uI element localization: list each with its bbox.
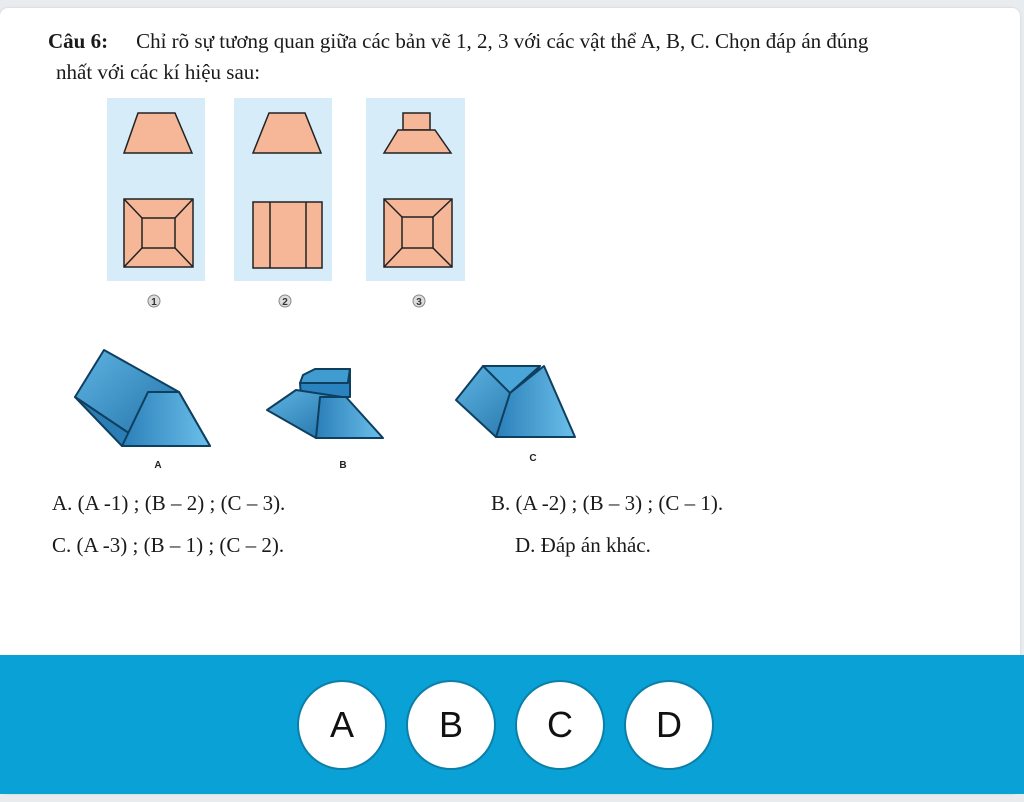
object-label-c: C (529, 453, 537, 464)
option-c-text: C. (A -3) ; (B – 1) ; (C – 2). (52, 533, 285, 557)
answer-button-a[interactable]: A (297, 680, 387, 770)
object-b (267, 369, 383, 438)
question-number: Câu 6: (48, 29, 109, 53)
svg-text:3: 3 (416, 297, 422, 308)
answer-button-d[interactable]: D (624, 680, 714, 770)
drawing-number-3 (413, 295, 425, 308)
drawing-1 (107, 98, 205, 281)
object-label-a: A (154, 460, 162, 471)
answer-button-b[interactable]: B (406, 680, 496, 770)
svg-text:2: 2 (282, 297, 288, 308)
object-a (75, 350, 210, 446)
question-text-line2: nhất với các kí hiệu sau: (56, 60, 261, 84)
svg-text:1: 1 (151, 297, 157, 308)
drawing-3 (366, 98, 465, 281)
answer-bar (0, 655, 1024, 794)
answer-button-c[interactable]: C (515, 680, 605, 770)
option-b-text: B. (A -2) ; (B – 3) ; (C – 1). (491, 491, 724, 515)
drawing-number-2 (279, 295, 291, 308)
question-text: Chỉ rõ sự tương quan giữa các bản vẽ 1, 2, 3 với các vật thể A, B, C. Chọn đáp án đúng (136, 29, 869, 53)
option-a-text: A. (A -1) ; (B – 2) ; (C – 3). (52, 491, 286, 515)
drawing-number-1 (148, 295, 160, 308)
object-label-b: B (339, 460, 347, 471)
option-d-text: D. Đáp án khác. (515, 533, 651, 557)
drawing-2 (234, 98, 332, 281)
object-c (456, 366, 575, 437)
